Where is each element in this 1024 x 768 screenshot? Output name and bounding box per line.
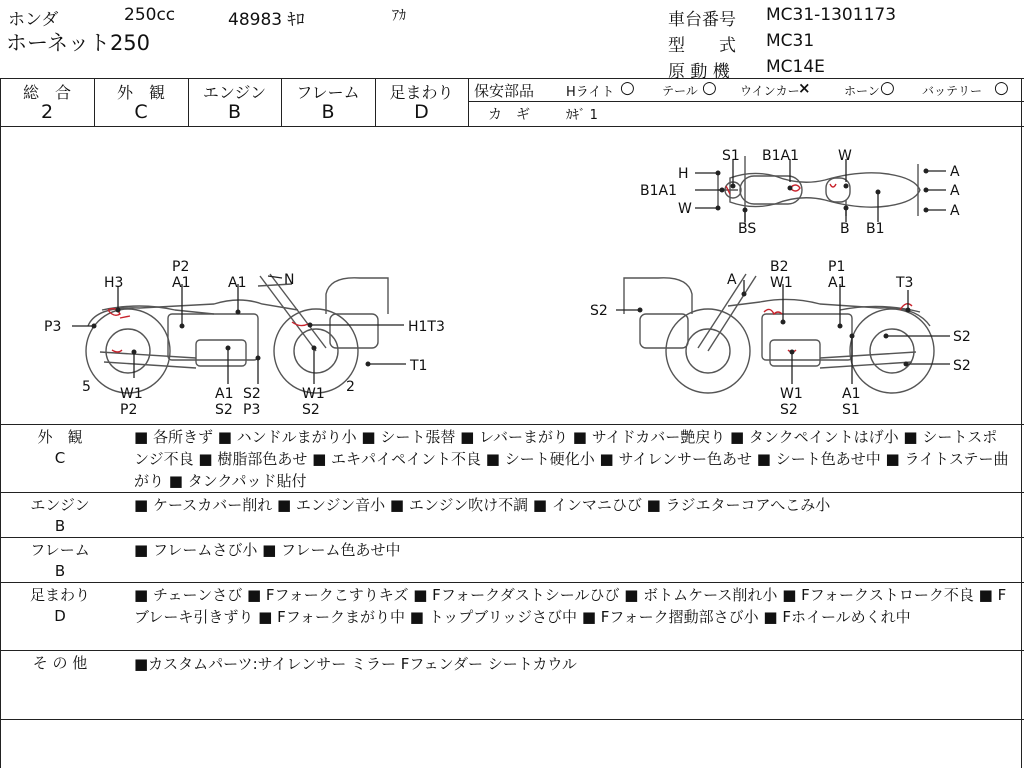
diagram-label: W1	[120, 386, 143, 402]
grade-label: エンジン	[202, 83, 267, 102]
divider	[0, 78, 1024, 79]
section-title: 外 観	[37, 428, 83, 446]
divider	[468, 101, 1024, 102]
section-title: フレーム	[30, 541, 90, 559]
type-value: MC31	[766, 31, 815, 51]
safety-item-name: バッテリー	[922, 84, 983, 98]
section-text: ■カスタムパーツ:サイレンサー ミラー Fフェンダー シートカウル	[134, 655, 577, 673]
diagram-label: A1	[842, 386, 861, 402]
diagram-label: B1A1	[762, 148, 799, 164]
grade-label: フレーム	[296, 83, 360, 102]
diagram-label: W	[838, 148, 852, 164]
grade-value: B	[227, 101, 242, 123]
section-grade: D	[54, 607, 66, 625]
type-label: 型 式	[668, 36, 736, 56]
divider	[0, 582, 1024, 583]
diagram-label: S2	[302, 402, 320, 418]
frame-no: MC31-1301173	[766, 5, 897, 25]
diagram-label: B1	[866, 221, 885, 237]
safety-item-mark: ○	[702, 78, 717, 98]
section-text: ■ チェーンさび ■ Fフォークこすりキズ ■ Fフォークダストシールひび ■ ボトムケース削れ小 ■ Fフォークストローク不良 ■ Fブレーキ引きずり ■ Fフォークまがり中 ■ トップブリッジさび中 ■ Fフォーク摺動部さび小 ■ Fホイールめくれ中	[134, 586, 1007, 626]
color: ｱｶ	[392, 8, 406, 24]
diagram-label: H1T3	[408, 319, 445, 335]
section-grade: B	[54, 517, 66, 535]
section-grade: B	[54, 562, 66, 580]
section-title: 足まわり	[29, 586, 90, 604]
diagram-label: B2	[770, 259, 789, 275]
diagram-label: H3	[104, 275, 124, 291]
diagram-label: A1	[828, 275, 847, 291]
safety-item-name: テール	[662, 84, 698, 98]
diagram-label: B1A1	[640, 183, 677, 199]
grade-value: C	[134, 101, 148, 123]
diagram-label: B	[840, 221, 850, 237]
diagram-label: S2	[215, 402, 233, 418]
key-value: ｶｷﾞ 1	[566, 108, 598, 123]
section-grade: C	[54, 449, 66, 467]
damage-diagram	[0, 126, 1024, 426]
diagram-label: S2	[780, 402, 798, 418]
divider	[0, 424, 1024, 425]
diagram-label: S2	[243, 386, 261, 402]
engine-value: MC14E	[766, 57, 825, 77]
section-label	[0, 540, 120, 582]
diagram-label: W	[678, 201, 692, 217]
section-label	[0, 427, 120, 469]
safety-item-mark: ○	[994, 78, 1009, 98]
right-side-bike	[616, 274, 950, 393]
grade-label: 足まわり	[389, 83, 454, 102]
section-text: ■ ケースカバー削れ ■ エンジン音小 ■ エンジン吹け不調 ■ インマニひび ■ ラジエターコアへこみ小	[134, 496, 831, 514]
key-label: カ ギ	[488, 107, 530, 123]
section-title: そ の 他	[32, 654, 88, 672]
safety-item-mark: ×	[798, 79, 811, 97]
section-text: ■ 各所きず ■ ハンドルまがり小 ■ シート張替 ■ レバーまがり ■ サイドカバー艶戻り ■ タンクペイントはげ小 ■ シートスポンジ不良 ■ 樹脂部色あせ ■ エキパイペイント不良 ■ シート硬化小 ■ サイレンサー色あせ ■ シート色あせ中 ■ ライトステー曲がり ■ タンクパッド貼付	[134, 428, 1009, 490]
safety-item-mark: ○	[880, 78, 895, 98]
diagram-label: A	[727, 272, 737, 288]
section-title: エンジン	[30, 496, 90, 514]
diagram-label: BS	[738, 221, 757, 237]
safety-label: 保安部品	[474, 82, 535, 100]
diagram-label: A1	[228, 275, 247, 291]
grade-value: B	[321, 101, 335, 123]
diagram-label: W1	[770, 275, 793, 291]
section-text: ■ フレームさび小 ■ フレーム色あせ中	[134, 541, 401, 559]
displacement: 250cc	[124, 5, 176, 25]
divider	[0, 650, 1024, 651]
diagram-label: A1	[215, 386, 234, 402]
diagram-label: P2	[120, 402, 138, 418]
mileage: 48983 ｷﾛ	[228, 10, 305, 30]
section-label	[0, 653, 120, 674]
frame-no-label: 車台番号	[668, 10, 736, 30]
divider	[0, 492, 1024, 493]
engine-label: 原 動 機	[668, 62, 730, 82]
diagram-label: W1	[780, 386, 803, 402]
safety-item-name: Hライト	[566, 85, 615, 100]
diagram-label: S2	[953, 358, 971, 374]
diagram-label: A	[950, 164, 960, 180]
grade-label: 総 合	[22, 83, 71, 102]
diagram-label: P1	[828, 259, 846, 275]
diagram-label: A	[950, 183, 960, 199]
left-side-bike	[72, 274, 406, 393]
diagram-label: H	[678, 166, 689, 182]
maker: ホンダ	[8, 10, 59, 30]
safety-item-name: ウインカー	[740, 84, 800, 98]
diagram-label: A	[950, 203, 960, 219]
grade-label: 外 観	[116, 83, 165, 102]
diagram-label: 5	[82, 379, 91, 395]
diagram-label: T3	[896, 275, 914, 291]
divider	[468, 78, 469, 126]
diagram-label: S2	[953, 329, 971, 345]
divider	[0, 719, 1024, 720]
diagram-label: N	[284, 272, 295, 288]
diagram-label: P3	[44, 319, 62, 335]
model-name: ホーネット250	[6, 31, 151, 55]
diagram-label: W1	[302, 386, 325, 402]
safety-item-name: ホーン	[844, 84, 880, 98]
safety-item-mark: ○	[620, 78, 635, 98]
diagram-label: S1	[842, 402, 860, 418]
grade-value: 2	[40, 101, 54, 123]
section-label	[0, 495, 120, 537]
grade-value: D	[414, 101, 429, 123]
diagram-label: 2	[346, 379, 355, 395]
section-label	[0, 585, 120, 627]
diagram-label: P3	[243, 402, 261, 418]
diagram-label: P2	[172, 259, 190, 275]
top-view-bike	[695, 156, 946, 224]
diagram-label: A1	[172, 275, 191, 291]
diagram-label: S2	[590, 303, 608, 319]
divider	[0, 537, 1024, 538]
diagram-label: T1	[410, 358, 428, 374]
diagram-label: S1	[722, 148, 740, 164]
